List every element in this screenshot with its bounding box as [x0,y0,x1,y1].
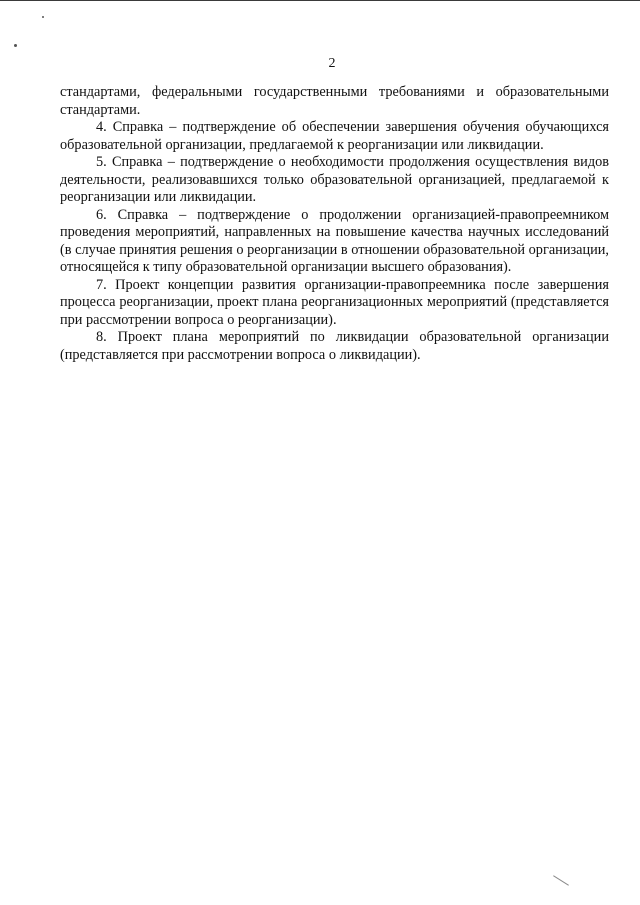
paragraph-continuation: стандартами, федеральными государственными требованиями и образовательными стандартами. [60,84,609,118]
scan-speck [42,16,44,18]
scan-mark [553,875,569,885]
paragraph-item-5: 5. Справка – подтверждение о необходимости продолжения осуществления видов деятельности, реализовавшихся только образовательной организацией, предлагаемой к реорганизации или ликвидации. [60,154,609,205]
document-body [60,84,609,364]
paragraph-item-4: 4. Справка – подтверждение об обеспечении завершения обучения обучающихся образовательной организации, предлагаемой к реорганизации или ликвидации. [60,119,609,153]
paragraph-item-6: 6. Справка – подтверждение о продолжении организацией-правопреемником проведения мероприятий, направленных на повышение качества научных исследований (в случае принятия решения о реорганизации в отношении образовательной организации, относящейся к типу образовательной организации высшего образования). [60,206,609,275]
paragraph-item-8: 8. Проект плана мероприятий по ликвидации образовательной организации (представляется при рассмотрении вопроса о ликвидации). [60,329,609,363]
scan-top-edge [0,0,640,1]
page-number: 2 [328,56,336,71]
scan-speck [14,44,17,47]
paragraph-item-7: 7. Проект концепции развития организации-правопреемника после завершения процесса реорганизации, проект плана реорганизационных мероприятий (представляется при рассмотрении вопроса о реорганизации). [60,276,609,328]
